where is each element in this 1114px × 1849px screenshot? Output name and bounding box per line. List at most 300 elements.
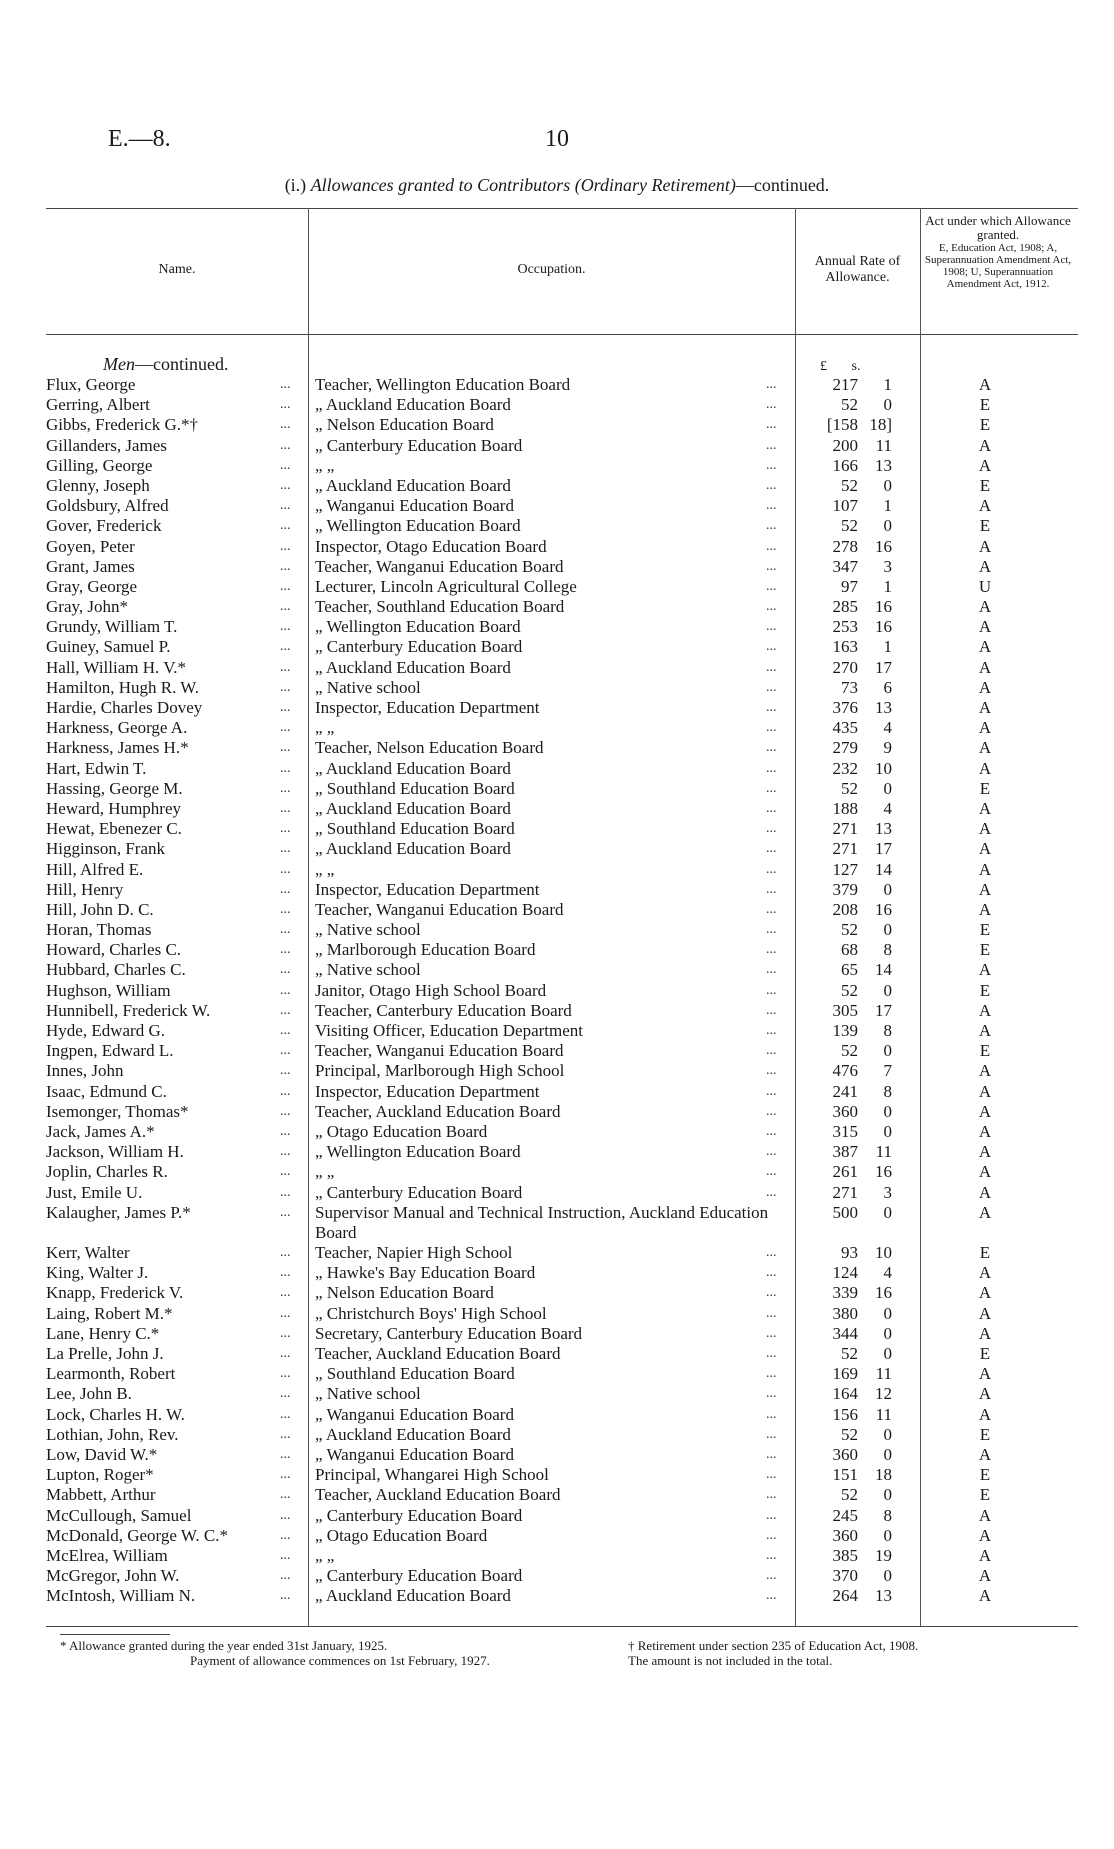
- row-name: Hart, Edwin T.: [46, 758, 147, 778]
- row-name: Laing, Robert M.*: [46, 1303, 173, 1323]
- leader-dots: ...: [766, 1063, 777, 1079]
- row-act: A: [978, 879, 992, 899]
- row-name: McDonald, George W. C.*: [46, 1525, 228, 1545]
- row-name: McCullough, Samuel: [46, 1505, 192, 1525]
- column-header-occupation: Occupation.: [517, 262, 586, 277]
- leader-dots: ...: [280, 1588, 291, 1604]
- row-shillings: 18]: [869, 415, 892, 435]
- row-act: A: [978, 1404, 992, 1424]
- leader-dots: ...: [280, 1527, 291, 1543]
- row-pounds: 139: [832, 1021, 858, 1040]
- row-pounds: 52: [841, 475, 858, 495]
- row-occupation: „ Canterbury Education Board: [315, 1505, 523, 1525]
- row-act: A: [978, 738, 992, 758]
- table-row: [0, 799, 1114, 819]
- row-shillings: 0: [883, 516, 892, 536]
- leader-dots: ...: [766, 1103, 777, 1119]
- leader-dots: ...: [280, 1446, 291, 1462]
- row-name: Jackson, William H.: [46, 1142, 184, 1162]
- leader-dots: ...: [280, 397, 291, 413]
- row-occupation: „ Wellington Education Board: [315, 1142, 521, 1162]
- row-name: Kerr, Walter: [46, 1243, 130, 1263]
- header-bottom-rule: [46, 334, 1078, 335]
- row-shillings: 0: [883, 1323, 892, 1343]
- table-row: [0, 436, 1114, 456]
- row-occupation: „ Auckland Education Board: [315, 758, 511, 778]
- row-pounds: 52: [841, 1344, 858, 1364]
- row-name: Hubbard, Charles C.: [46, 960, 186, 980]
- row-shillings: 1: [883, 576, 892, 596]
- leader-dots: ...: [280, 1547, 291, 1563]
- row-act: E: [979, 475, 991, 495]
- row-name: Flux, George: [46, 375, 136, 394]
- row-name: King, Walter J.: [46, 1263, 149, 1283]
- leader-dots: ...: [280, 700, 291, 715]
- row-act: A: [978, 758, 992, 778]
- leader-dots: ...: [280, 881, 291, 897]
- row-name: Gerring, Albert: [46, 395, 150, 415]
- leader-dots: ...: [766, 1245, 777, 1261]
- table-row: [0, 496, 1114, 516]
- leader-dots: ...: [766, 1467, 777, 1483]
- table-row: [0, 1546, 1114, 1566]
- row-pounds: 278: [832, 536, 858, 556]
- column-header-annual-rate: [795, 254, 920, 286]
- row-occupation: „ Southland Education Board: [315, 778, 515, 798]
- table-bottom-rule: [46, 1626, 1078, 1627]
- row-pounds: 232: [832, 758, 858, 778]
- row-act: A: [978, 536, 992, 556]
- leader-dots: ...: [280, 1426, 291, 1442]
- row-name: Joplin, Charles R.: [46, 1162, 168, 1182]
- footnote-dagger: [628, 1638, 918, 1668]
- row-occupation: „ „: [315, 718, 335, 738]
- row-occupation: „ Christchurch Boys' High School: [315, 1303, 547, 1323]
- leader-dots: ...: [766, 619, 777, 635]
- row-pounds: 166: [832, 455, 858, 475]
- row-act: E: [979, 980, 991, 1000]
- row-occupation: „ Auckland Education Board: [315, 798, 511, 818]
- table-row: [0, 395, 1114, 415]
- row-name: La Prelle, John J.: [46, 1344, 164, 1364]
- row-name: Goldsbury, Alfred: [46, 496, 169, 516]
- row-name: Kalaugher, James P.*: [46, 1202, 191, 1222]
- row-act: A: [978, 1000, 992, 1020]
- leader-dots: ...: [766, 397, 777, 413]
- row-shillings: 12: [875, 1384, 892, 1404]
- leader-dots: ...: [766, 1487, 777, 1503]
- row-name: Grundy, William T.: [46, 617, 178, 637]
- leader-dots: ...: [766, 639, 777, 655]
- row-pounds: 370: [832, 1566, 858, 1586]
- row-occupation: „ Canterbury Education Board: [315, 435, 523, 455]
- leader-dots: ...: [766, 1406, 777, 1422]
- row-occupation: „ Auckland Education Board: [315, 395, 511, 415]
- row-name: Just, Emile U.: [46, 1182, 143, 1202]
- row-occupation: „ Nelson Education Board: [315, 1283, 494, 1303]
- table-row: [0, 1465, 1114, 1485]
- leader-dots: ...: [280, 558, 291, 574]
- row-shillings: 18: [875, 1465, 892, 1485]
- table-row: [0, 1283, 1114, 1303]
- row-occupation: „ Auckland Education Board: [315, 475, 511, 495]
- table-row: [0, 718, 1114, 738]
- table-row: [0, 577, 1114, 597]
- row-pounds: 241: [832, 1081, 858, 1101]
- leader-dots: ...: [280, 800, 291, 816]
- allowance-table-body: [0, 375, 1114, 1606]
- row-shillings: 4: [883, 718, 892, 738]
- row-act: A: [978, 637, 992, 657]
- row-act: E: [979, 1465, 991, 1485]
- table-row: [0, 1324, 1114, 1344]
- row-occupation: Secretary, Canterbury Education Board: [315, 1323, 583, 1343]
- row-name: Gilling, George: [46, 455, 153, 475]
- row-name: Low, David W.*: [46, 1444, 158, 1464]
- leader-dots: ...: [280, 619, 291, 635]
- row-occupation: „ „: [315, 455, 335, 475]
- row-occupation: „ Hawke's Bay Education Board: [315, 1263, 536, 1283]
- row-occupation: Teacher, Napier High School: [315, 1243, 513, 1263]
- row-occupation: Principal, Whangarei High School: [315, 1465, 549, 1485]
- row-act: E: [979, 1424, 991, 1444]
- table-row: [0, 1506, 1114, 1526]
- leader-dots: ...: [766, 740, 777, 756]
- row-name: Mabbett, Arthur: [46, 1485, 156, 1505]
- row-occupation: „ „: [315, 1545, 335, 1565]
- row-name: Howard, Charles C.: [46, 940, 182, 960]
- leader-dots: ...: [280, 578, 291, 594]
- row-shillings: 13: [875, 698, 892, 717]
- row-shillings: 14: [875, 859, 892, 879]
- table-caption: [0, 175, 1114, 196]
- row-name: Jack, James A.*: [46, 1121, 155, 1141]
- leader-dots: ...: [766, 377, 777, 392]
- leader-dots: ...: [280, 457, 291, 473]
- leader-dots: ...: [766, 700, 777, 715]
- table-row: [0, 658, 1114, 678]
- row-act: A: [978, 556, 992, 576]
- row-shillings: 0: [883, 920, 892, 940]
- row-pounds: 52: [841, 778, 858, 798]
- table-row: [0, 698, 1114, 718]
- leader-dots: ...: [280, 922, 291, 938]
- row-pounds: 127: [832, 859, 858, 879]
- footnote-dagger-line-2: The amount is not included in the total.: [628, 1653, 833, 1668]
- row-pounds: 500: [832, 1202, 858, 1222]
- row-act: A: [978, 1162, 992, 1182]
- row-name: McIntosh, William N.: [46, 1586, 196, 1606]
- row-shillings: 11: [875, 1404, 892, 1424]
- table-row: [0, 1445, 1114, 1465]
- row-occupation: Teacher, Canterbury Education Board: [315, 1000, 572, 1020]
- leader-dots: ...: [766, 942, 777, 958]
- row-shillings: 3: [883, 556, 892, 576]
- table-row: [0, 375, 1114, 395]
- leader-dots: ...: [280, 1487, 291, 1503]
- row-pounds: 97: [841, 576, 858, 596]
- leader-dots: ...: [280, 538, 291, 554]
- row-act: A: [978, 1505, 992, 1525]
- table-row: [0, 1263, 1114, 1283]
- table-row: [0, 1183, 1114, 1203]
- table-row: [0, 738, 1114, 758]
- row-shillings: 16: [875, 536, 892, 556]
- row-name: Hunnibell, Frederick W.: [46, 1000, 211, 1020]
- row-shillings: 1: [883, 375, 892, 394]
- row-shillings: 8: [883, 1505, 892, 1525]
- row-shillings: 11: [875, 1364, 892, 1384]
- row-pounds: 163: [832, 637, 858, 657]
- row-pounds: 476: [832, 1061, 858, 1081]
- table-row: [0, 1586, 1114, 1606]
- row-occupation: „ Wellington Education Board: [315, 617, 521, 637]
- row-pounds: 387: [832, 1142, 858, 1162]
- row-name: Grant, James: [46, 556, 135, 576]
- row-act: E: [979, 1243, 991, 1263]
- leader-dots: ...: [766, 1588, 777, 1604]
- row-occupation: „ Native school: [315, 920, 421, 940]
- leader-dots: ...: [280, 1002, 291, 1018]
- row-shillings: 14: [875, 960, 892, 980]
- row-name: Hughson, William: [46, 980, 171, 1000]
- section-title-men: Men: [103, 354, 135, 374]
- row-occupation: „ Otago Education Board: [315, 1121, 488, 1141]
- leader-dots: ...: [766, 679, 777, 695]
- table-row: [0, 1485, 1114, 1505]
- row-act: A: [978, 798, 992, 818]
- leader-dots: ...: [766, 1123, 777, 1139]
- table-row: [0, 1102, 1114, 1122]
- row-occupation: „ Wanganui Education Board: [315, 1404, 514, 1424]
- row-pounds: 271: [832, 1182, 858, 1202]
- row-name: Hewat, Ebenezer C.: [46, 819, 182, 839]
- row-occupation: Inspector, Education Department: [315, 698, 540, 717]
- row-shillings: 13: [875, 819, 892, 839]
- row-occupation: „ Southland Education Board: [315, 819, 515, 839]
- row-occupation: „ Native school: [315, 960, 421, 980]
- leader-dots: ...: [766, 1386, 777, 1402]
- row-occupation: Inspector, Education Department: [315, 879, 540, 899]
- row-shillings: 4: [883, 1263, 892, 1283]
- table-row: [0, 880, 1114, 900]
- row-name: Hardie, Charles Dovey: [46, 698, 203, 717]
- table-row: [0, 678, 1114, 698]
- row-pounds: 264: [832, 1586, 858, 1606]
- leader-dots: ...: [280, 982, 291, 998]
- leader-dots: ...: [280, 821, 291, 837]
- leader-dots: ...: [280, 1063, 291, 1079]
- row-name: Hall, William H. V.*: [46, 657, 187, 677]
- row-act: A: [978, 1121, 992, 1141]
- table-row: [0, 637, 1114, 657]
- table-row: [0, 779, 1114, 799]
- row-name: Hill, Alfred E.: [46, 859, 144, 879]
- leader-dots: ...: [280, 518, 291, 534]
- row-pounds: 271: [832, 819, 858, 839]
- row-pounds: 217: [832, 375, 858, 394]
- row-pounds: 68: [841, 940, 858, 960]
- table-row: [0, 1203, 1114, 1243]
- row-act: A: [978, 1021, 992, 1040]
- row-act: A: [978, 677, 992, 697]
- leader-dots: ...: [280, 599, 291, 615]
- row-occupation: Inspector, Education Department: [315, 1081, 540, 1101]
- act-header-key: E, Education Act, 1908; A, Superannuation Amendment Act, 1908; U, Superannuation Amendment Act, 1912.: [924, 242, 1072, 290]
- leader-dots: ...: [766, 1144, 777, 1160]
- row-act: A: [978, 1303, 992, 1323]
- table-row: [0, 1344, 1114, 1364]
- table-row: [0, 1526, 1114, 1546]
- row-pounds: 339: [832, 1283, 858, 1303]
- table-row: [0, 960, 1114, 980]
- annual-rate-line-2: Allowance.: [825, 270, 890, 285]
- row-occupation: „ Canterbury Education Board: [315, 1566, 523, 1586]
- section-title: [103, 354, 228, 375]
- leader-dots: ...: [280, 659, 291, 675]
- row-pounds: 52: [841, 1424, 858, 1444]
- leader-dots: ...: [766, 1305, 777, 1321]
- leader-dots: ...: [280, 1184, 291, 1200]
- table-row: [0, 1021, 1114, 1041]
- row-pounds: 73: [841, 677, 858, 697]
- row-act: A: [978, 1061, 992, 1081]
- leader-dots: ...: [766, 1547, 777, 1563]
- leader-dots: ...: [766, 1023, 777, 1038]
- row-pounds: 271: [832, 839, 858, 859]
- caption-title: Allowances granted to Contributors (Ordinary Retirement): [310, 175, 736, 195]
- leader-dots: ...: [280, 861, 291, 877]
- row-name: Hassing, George M.: [46, 778, 183, 798]
- table-row: [0, 516, 1114, 536]
- leader-dots: ...: [280, 1083, 291, 1099]
- leader-dots: ...: [280, 1103, 291, 1119]
- row-pounds: 376: [832, 698, 858, 717]
- table-row: [0, 1566, 1114, 1586]
- leader-dots: ...: [280, 417, 291, 433]
- row-act: A: [978, 698, 992, 717]
- leader-dots: ...: [280, 1123, 291, 1139]
- leader-dots: ...: [280, 720, 291, 736]
- row-act: A: [978, 1323, 992, 1343]
- row-act: A: [978, 435, 992, 455]
- leader-dots: ...: [280, 1305, 291, 1321]
- table-row: [0, 1425, 1114, 1445]
- leader-dots: ...: [280, 841, 291, 857]
- leader-dots: ...: [766, 578, 777, 594]
- row-shillings: 10: [875, 1243, 892, 1263]
- column-header-act: [924, 214, 1072, 290]
- row-pounds: 245: [832, 1505, 858, 1525]
- leader-dots: ...: [280, 1265, 291, 1281]
- row-act: A: [978, 496, 992, 516]
- leader-dots: ...: [766, 558, 777, 574]
- row-shillings: 16: [875, 899, 892, 919]
- row-name: Lee, John B.: [46, 1384, 132, 1404]
- table-row: [0, 1082, 1114, 1102]
- row-name: Glenny, Joseph: [46, 475, 150, 495]
- caption-suffix: —continued.: [735, 175, 830, 195]
- leader-dots: ...: [280, 1366, 291, 1382]
- leader-dots: ...: [280, 477, 291, 493]
- row-pounds: 360: [832, 1444, 858, 1464]
- row-name: Lock, Charles H. W.: [46, 1404, 185, 1424]
- row-name: McElrea, William: [46, 1545, 168, 1565]
- footnote-asterisk: [60, 1638, 490, 1668]
- row-occupation: „ Native school: [315, 1384, 421, 1404]
- row-act: E: [979, 940, 991, 960]
- row-act: A: [978, 1566, 992, 1586]
- row-name: Hill, John D. C.: [46, 899, 154, 919]
- leader-dots: ...: [280, 1467, 291, 1483]
- table-row: [0, 940, 1114, 960]
- row-name: Hill, Henry: [46, 879, 124, 899]
- leader-dots: ...: [280, 1043, 291, 1059]
- leader-dots: ...: [280, 437, 291, 453]
- row-shillings: 17: [875, 657, 892, 677]
- leader-dots: ...: [280, 1507, 291, 1523]
- leader-dots: ...: [766, 498, 777, 514]
- leader-dots: ...: [766, 1426, 777, 1442]
- row-pounds: 435: [832, 718, 858, 738]
- row-pounds: 279: [832, 738, 858, 758]
- row-pounds: 107: [832, 496, 858, 516]
- row-act: U: [978, 576, 992, 596]
- row-shillings: 1: [883, 637, 892, 657]
- currency-units: [820, 359, 860, 375]
- leader-dots: ...: [280, 901, 291, 917]
- leader-dots: ...: [766, 1043, 777, 1059]
- leader-dots: ...: [280, 1204, 291, 1220]
- row-shillings: 0: [883, 1525, 892, 1545]
- leader-dots: ...: [280, 1568, 291, 1584]
- leader-dots: ...: [766, 922, 777, 938]
- leader-dots: ...: [280, 780, 291, 796]
- leader-dots: ...: [280, 1245, 291, 1261]
- row-occupation: Teacher, Southland Education Board: [315, 597, 565, 617]
- row-occupation: „ Wellington Education Board: [315, 516, 521, 536]
- row-name: Gillanders, James: [46, 435, 167, 455]
- table-row: [0, 1001, 1114, 1021]
- row-occupation: Lecturer, Lincoln Agricultural College: [315, 576, 577, 596]
- row-occupation: Teacher, Wellington Education Board: [315, 375, 571, 394]
- row-occupation: „ Auckland Education Board: [315, 1586, 511, 1606]
- row-occupation: „ Southland Education Board: [315, 1364, 515, 1384]
- row-shillings: 0: [883, 395, 892, 415]
- row-occupation: „ Marlborough Education Board: [315, 940, 536, 960]
- row-shillings: 3: [883, 1182, 892, 1202]
- leader-dots: ...: [766, 1184, 777, 1200]
- leader-dots: ...: [766, 720, 777, 736]
- table-row: [0, 759, 1114, 779]
- row-shillings: 7: [883, 1061, 892, 1081]
- row-name: Harkness, George A.: [46, 718, 188, 738]
- row-act: A: [978, 375, 992, 394]
- section-title-suffix: —continued.: [134, 354, 229, 374]
- row-name: Gray, George: [46, 576, 138, 596]
- table-row: [0, 819, 1114, 839]
- leader-dots: ...: [280, 1386, 291, 1402]
- row-pounds: 360: [832, 1525, 858, 1545]
- pounds-unit: £: [820, 359, 827, 374]
- row-shillings: 16: [875, 1162, 892, 1182]
- row-occupation: Principal, Marlborough High School: [315, 1061, 565, 1081]
- row-act: A: [978, 1283, 992, 1303]
- table-row: [0, 476, 1114, 496]
- row-act: A: [978, 597, 992, 617]
- column-header-name: Name.: [158, 262, 196, 277]
- table-row: [0, 617, 1114, 637]
